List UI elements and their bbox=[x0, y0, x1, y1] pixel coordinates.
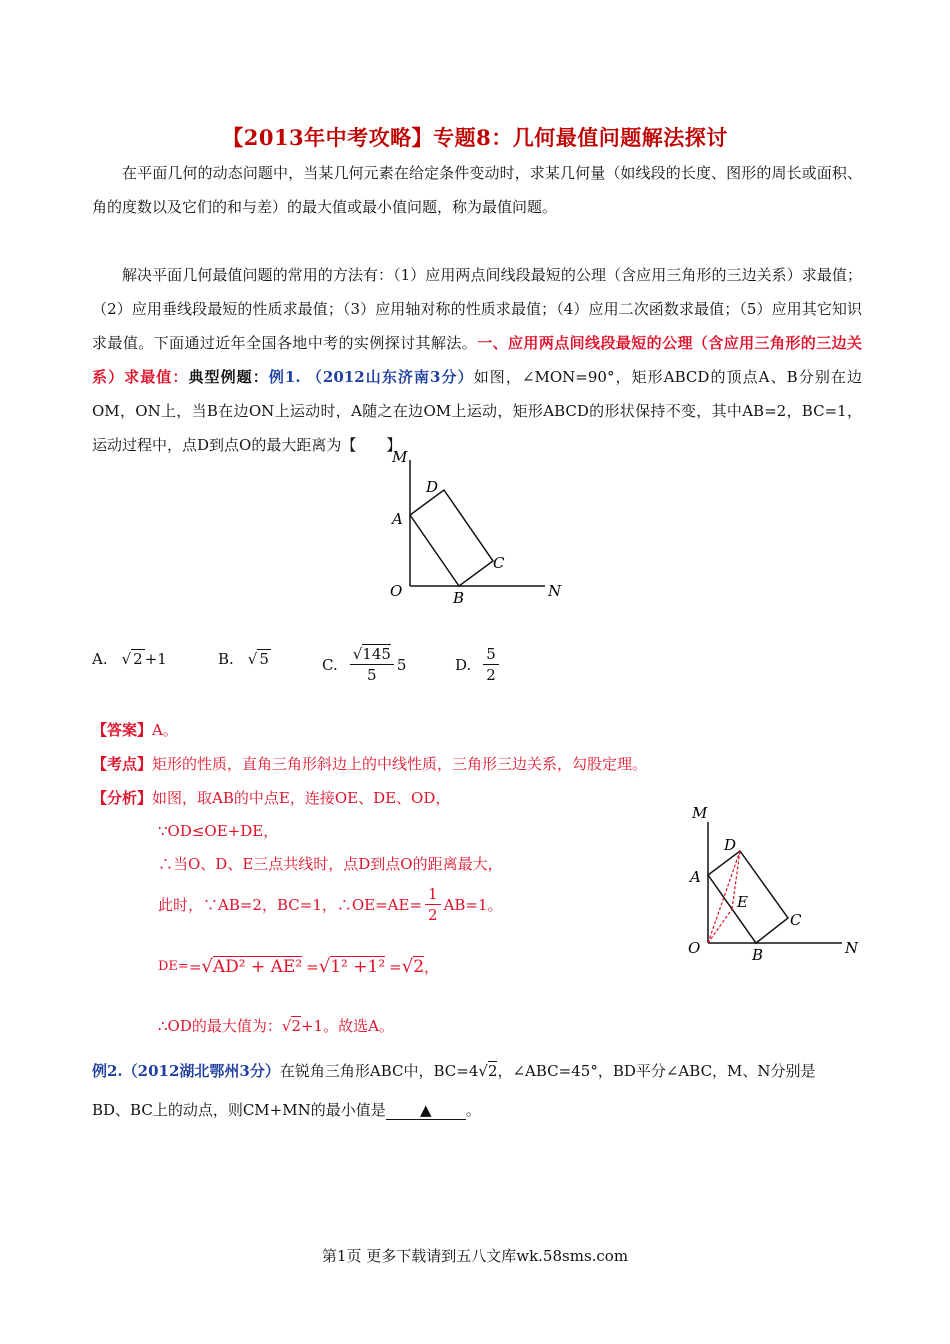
analysis-5-r3: 2 bbox=[413, 957, 425, 977]
analysis-5-tail: ， bbox=[424, 958, 440, 976]
example-2-rad: 2 bbox=[487, 1062, 498, 1080]
example-2-line-1: 例2.（2012湖北鄂州3分） 在锐角三角形ABC中，BC= 4 √ 2 ，∠ABC=45°，BD平分∠ABC，M、N分别是 bbox=[92, 1061, 816, 1080]
option-c-denominator: 5 bbox=[367, 666, 377, 684]
analysis-6-b: +1。故选A。 bbox=[300, 1017, 394, 1035]
analysis-line-1 bbox=[92, 787, 450, 808]
typical-examples-label: 典型例题： bbox=[188, 368, 269, 386]
answer-label: 【答案】 bbox=[92, 721, 153, 739]
option-a-tail: +1 bbox=[144, 650, 167, 668]
knowledge-point-label: 【考点】 bbox=[92, 755, 153, 773]
example-2-text-a: 在锐角三角形ABC中，BC= bbox=[279, 1062, 469, 1080]
label-c-2: C bbox=[790, 911, 802, 929]
option-a: A. √ 2 +1 bbox=[92, 650, 167, 668]
label-o-2: O bbox=[688, 939, 701, 957]
option-d-fraction bbox=[483, 644, 499, 685]
analysis-5-r1: AD² + AE² bbox=[212, 957, 303, 977]
analysis-line-5: DE= = √ AD² + AE² = √ 1² +1² = √ 2 ， bbox=[158, 956, 440, 977]
intro-p2-text-a: 解决平面几何最值问题的常用的方法有：（1）应用两点间线段最短的公理（含应用三角形的三边关系）求最值；（2）应用垂线段最短的性质求最值；（3）应用轴对称的性质求最值；（4）应用二次函数求最值；（5）应用其它知识求最值。下面通过近年全国各地中考的实例探讨其解法。 bbox=[92, 266, 862, 352]
intro-paragraph-1: 在平面几何的动态问题中，当某几何元素在给定条件变动时，求某几何量（如线段的长度、图形的周长或面积、角的度数以及它们的和与差）的最大值或最小值问题，称为最值问题。 bbox=[92, 164, 862, 216]
option-d bbox=[455, 644, 502, 685]
intro-paragraph-2 bbox=[92, 258, 862, 462]
section-heading-1: 一、应用两点间线段最短的公理（含应用三角形的三边关系）求最值： bbox=[92, 334, 862, 386]
option-c-radicand: 145 bbox=[362, 645, 391, 663]
answer-blank: ▲ bbox=[386, 1101, 466, 1120]
analysis-4-fraction bbox=[425, 884, 441, 925]
example-2-text-d: 。 bbox=[465, 1101, 481, 1119]
example-2-source: 例2.（2012湖北鄂州3分） bbox=[92, 1062, 280, 1080]
option-c bbox=[322, 644, 406, 685]
answer-line bbox=[92, 719, 178, 740]
analysis-5-a: DE= bbox=[158, 959, 189, 974]
analysis-5-eq2: = bbox=[306, 957, 319, 976]
label-d: D bbox=[426, 478, 439, 496]
figure-1-rectangle bbox=[380, 440, 580, 610]
analysis-6-a: ∴OD的最大值为： bbox=[158, 1017, 282, 1035]
answer-text: A。 bbox=[152, 721, 178, 739]
analysis-text-1: 如图，取AB的中点E，连接OE、DE、OD， bbox=[152, 789, 451, 807]
analysis-6-rad: 2 bbox=[291, 1017, 301, 1035]
option-c-tail: 5 bbox=[396, 655, 407, 674]
knowledge-point-text: 矩形的性质，直角三角形斜边上的中线性质，三角形三边关系，勾股定理。 bbox=[152, 755, 648, 773]
analysis-line-6: ∴OD的最大值为： √ 2 +1。故选A。 bbox=[158, 1016, 394, 1035]
option-d-numerator: 5 bbox=[483, 644, 499, 665]
label-b-2: B bbox=[752, 946, 764, 964]
label-n: N bbox=[548, 582, 562, 600]
label-c: C bbox=[493, 554, 505, 572]
analysis-label: 【分析】 bbox=[92, 789, 153, 807]
document-title: 【2013年中考攻略】专题8：几何最值问题解法探讨 bbox=[222, 125, 728, 150]
rectangle-abcd bbox=[410, 490, 493, 586]
option-a-radicand: 2 bbox=[133, 650, 143, 668]
label-a: A bbox=[392, 510, 403, 528]
analysis-line-3: ∴当O、D、E三点共线时，点D到点O的距离最大， bbox=[158, 855, 503, 873]
page-footer: 第1页 更多下载请到五八文库wk.58sms.com bbox=[321, 1247, 629, 1265]
example-2-text-b: ，∠ABC=45°，BD平分∠ABC，M、N分别是 bbox=[497, 1062, 816, 1080]
option-b-radicand: 5 bbox=[259, 650, 269, 668]
analysis-5-r2: 1² +1² bbox=[330, 957, 386, 977]
analysis-4-den: 2 bbox=[428, 906, 438, 924]
example-2-line-2 bbox=[92, 1099, 481, 1120]
option-d-denominator: 2 bbox=[486, 666, 496, 684]
label-a-2: A bbox=[690, 868, 701, 886]
analysis-4-a: 此时，∵AB=2，BC=1，∴OE=AE= bbox=[158, 896, 423, 914]
option-c-letter: C. bbox=[322, 655, 338, 674]
label-m: M bbox=[392, 448, 408, 466]
analysis-line-2: ∵OD≤OE+DE， bbox=[158, 822, 279, 840]
analysis-5-eq3: = bbox=[389, 957, 402, 976]
option-d-letter: D. bbox=[455, 655, 472, 674]
segment-oe bbox=[708, 909, 732, 943]
label-d-2: D bbox=[724, 836, 737, 854]
analysis-4-b: AB=1。 bbox=[443, 896, 503, 914]
example-2-coef: 4 bbox=[468, 1061, 479, 1080]
label-o: O bbox=[390, 582, 403, 600]
knowledge-point-line bbox=[92, 753, 647, 774]
option-c-fraction: $\frac{√145}{5}$ bbox=[350, 644, 394, 685]
label-m-2: M bbox=[692, 804, 708, 822]
option-a-letter: A. bbox=[92, 650, 108, 668]
option-b: B. √ 5 bbox=[218, 650, 269, 668]
label-b: B bbox=[453, 589, 465, 607]
analysis-5-eq1: = bbox=[188, 957, 202, 976]
figure-2-rectangle-midpoint bbox=[682, 800, 862, 970]
option-b-letter: B. bbox=[218, 650, 234, 668]
analysis-4-num: 1 bbox=[425, 884, 441, 905]
label-n-2: N bbox=[845, 939, 859, 957]
analysis-line-4 bbox=[158, 884, 503, 925]
example-1-question: 如图，∠MON=90°，矩形ABCD的顶点A、B分别在边OM，ON上，当B在边ON上运动时，A随之在边OM上运动，矩形ABCD的形状保持不变，其中AB=2，BC=1，运动过程中，点D到点O的最大距离为【 】 bbox=[92, 368, 862, 454]
example-1-source: 例1. （2012山东济南3分） bbox=[268, 368, 474, 386]
example-2-text-c: BD、BC上的动点，则CM+MN的最小值是 bbox=[92, 1101, 386, 1119]
label-e-2: E bbox=[737, 893, 748, 911]
rectangle-abcd-2 bbox=[708, 851, 788, 943]
